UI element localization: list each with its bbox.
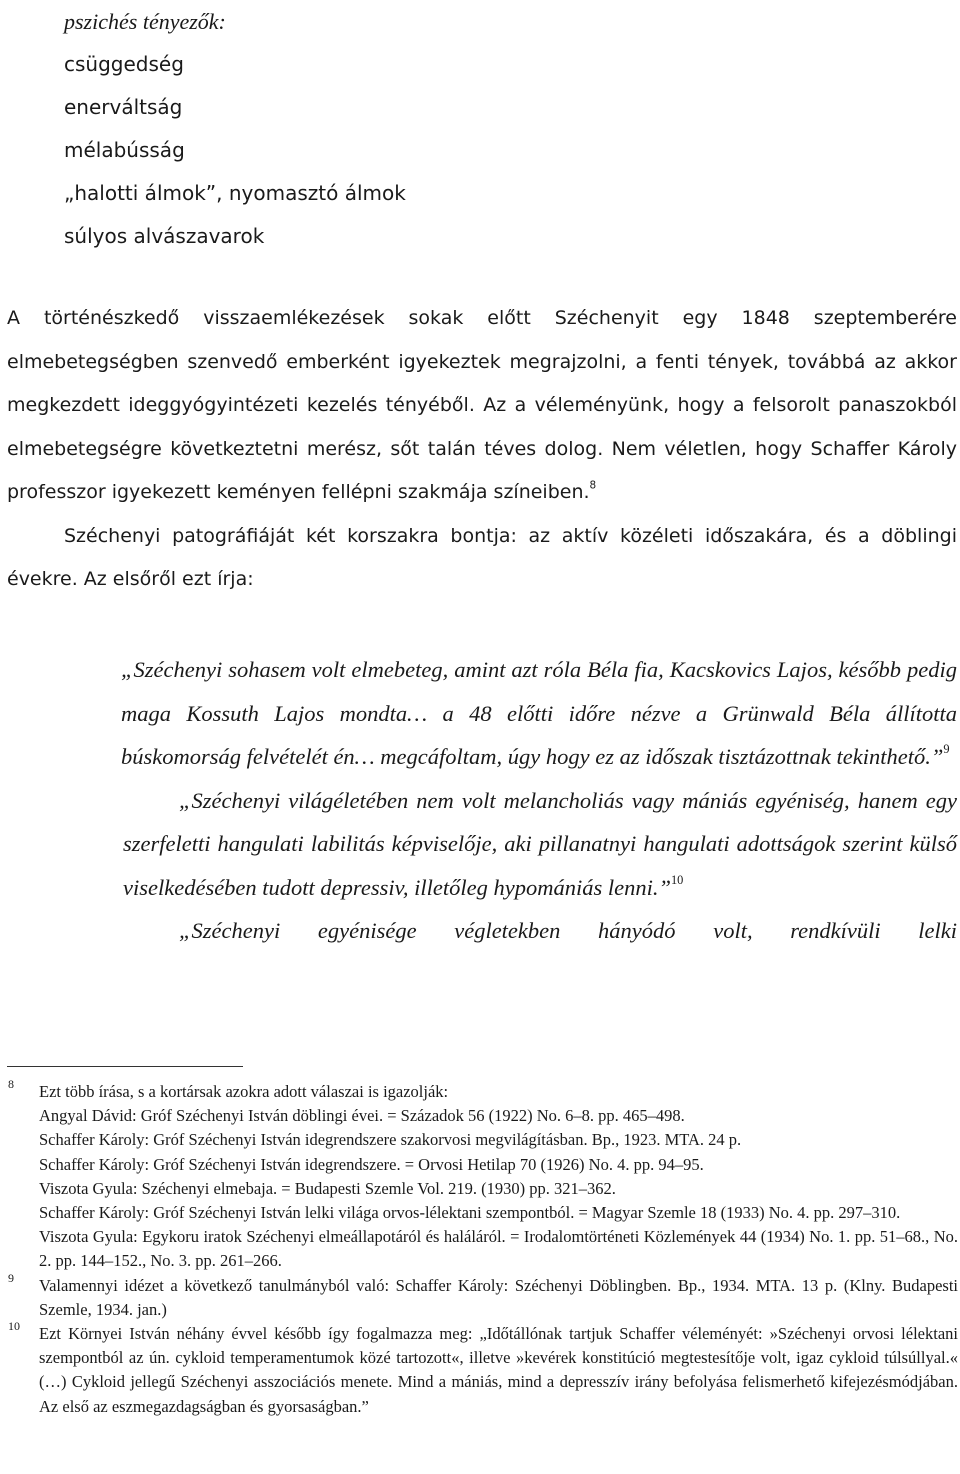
quote-1: „Széchenyi sohasem volt elmebeteg, amint azt róla Béla fia, Kacskovics Lajos, később pedig maga Kossuth Lajos mondta… a 48 előtti időre nézve a Grünwald Béla állította búskomorság felvételét én… megcáfoltam, úgy hogy ez az időszak tisztázottnak tekinthető.”$^9$ — [121, 657, 957, 769]
footnote-ref: 10 — [671, 872, 684, 887]
list-item: csüggedség — [64, 52, 184, 76]
footnote-number: 8 — [8, 1077, 14, 1091]
footnote-ref: 9 — [943, 741, 950, 756]
list-item: „halotti álmok”, nyomasztó álmok — [64, 181, 406, 205]
footnote-line: Ezt Környei István néhány évvel később így fogalmazza meg: „Időtállónak tartjuk Schaffer véleményét: »Széchenyi orvosi lélektani szempontból az ún. cykloid temperamentumok közé tartozott«, illetve »kevérek konstitúció megtestesítője volt, igaz cykloid túlsúllyal.« (…) Cykloid jellegű Széchenyi asszociációs menete. Mind a mániás, mind a depresszív irány befolyása felismerhető kifejezésmódjában. Az első az eszmegazdagságban és gyorsaságban.” — [39, 1324, 958, 1416]
footnote-line: Viszota Gyula: Széchenyi elmebaja. = Budapesti Szemle Vol. 219. (1930) pp. 321–362. — [39, 1178, 616, 1198]
footnote-line: Valamennyi idézet a következő tanulmányból való: Schaffer Károly: Széchenyi Döblingben. Bp., 1934. MTA. 13 p. (Klny. Budapesti Szemle, 1934. jan.) — [39, 1275, 958, 1319]
footnote-number: 9 — [8, 1270, 14, 1285]
quote-2: „Széchenyi világéletében nem volt melancholiás vagy mániás egyéniség, hanem egy szerfeletti hangulati labilitás képviselője, aki pillanatnyi hangulati adottságok szerint külső viselkedésében tudott depressiv, illetőleg hypomániás lenni.”$^{10}$ — [123, 787, 957, 900]
list-item: enerváltság — [64, 95, 183, 119]
body-paragraph — [7, 297, 957, 602]
quote-3: „Széchenyi egyénisége végletekben hányódó volt, rendkívüli lelki — [179, 918, 957, 943]
paragraph-2: Széchenyi patográfiáját két korszakra bontja: az aktív közéleti időszakára, és a döblingi évekre. Az elsőről ezt írja: — [7, 524, 957, 590]
footnote-separator — [7, 1066, 243, 1067]
footnote-ref: 8 — [589, 479, 597, 492]
list-item: mélabússág — [64, 138, 185, 162]
list-heading: pszichés tényezők: — [64, 9, 226, 34]
symptom-list — [64, 0, 406, 258]
footnote-line: Ezt több írása, s a kortársak azokra adott válaszai is igazolják: — [39, 1082, 449, 1101]
footnote-line: Schaffer Károly: Gróf Széchenyi István lelki világa orvos-lélektani szempontból. = Magyar Szemle 18 (1933) No. 4. pp. 297–310. — [39, 1203, 901, 1223]
footnote-line: Angyal Dávid: Gróf Széchenyi István döblingi évei. = Századok 56 (1922) No. 6–8. pp. 465–498. — [39, 1106, 685, 1126]
quote-block — [123, 648, 957, 953]
footnote-number: 10 — [8, 1319, 20, 1334]
footnote-line: Schaffer Károly: Gróf Széchenyi István idegrendszere szakorvosi megvilágításban. Bp., 1923. MTA. 24 p. — [39, 1130, 742, 1150]
paragraph-1: A történészkedő visszaemlékezések sokak előtt Széchenyit egy 1848 szeptemberére elmebetegségben szenvedő emberként igyekeztek megrajzolni, a fenti tények, továbbá az akkor megkezdett ideggyógyintézeti kezelés tényéből. Az a véleményünk, hogy a felsorolt panaszokból elmebetegségre következtetni merész, sőt talán téves dolog. Nem véletlen, hogy Schaffer Károly professzor igyekezett keményen fellépni szakmája színeiben.$^8$ — [7, 307, 957, 503]
footnote-line: Viszota Gyula: Egykoru iratok Széchenyi elmeállapotáról és haláláról. = Irodalomtörténeti Közlemények 44 (1934) No. 1. pp. 51–68., No. 2. pp. 144–152., No. 3. pp. 261–266. — [39, 1227, 958, 1271]
footnote-line: Schaffer Károly: Gróf Széchenyi István idegrendszere. = Orvosi Hetilap 70 (1926) No. 4. pp. 94–95. — [39, 1154, 704, 1174]
footnote-9 — [0, 1270, 960, 1322]
footnote-8 — [0, 1077, 960, 1274]
footnote-10 — [0, 1319, 960, 1419]
list-item: súlyos alvászavarok — [64, 224, 265, 248]
footnotes — [0, 1077, 960, 1419]
